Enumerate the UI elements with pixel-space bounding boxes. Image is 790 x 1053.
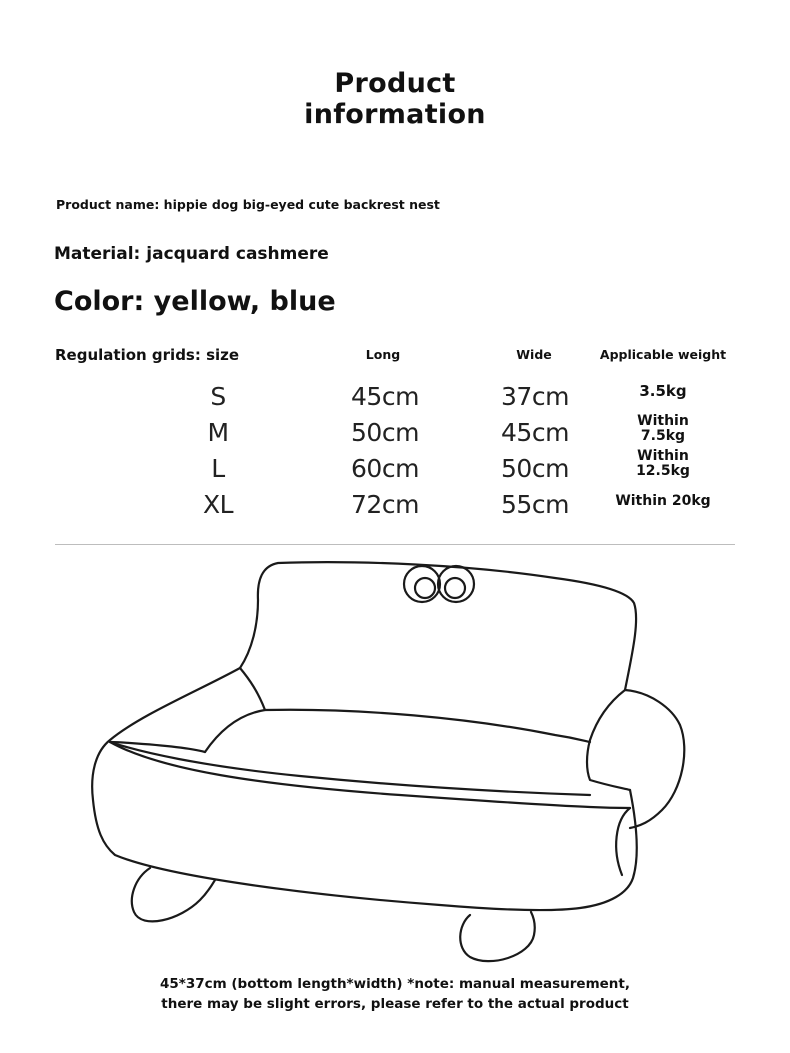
size-cell: S bbox=[210, 382, 226, 411]
seat-cushion bbox=[205, 710, 590, 752]
header-long: Long bbox=[365, 347, 401, 362]
long-cell: 50cm bbox=[351, 418, 419, 447]
page-title bbox=[0, 68, 790, 130]
weight-line-2: 12.5kg bbox=[636, 463, 690, 479]
long-cell: 45cm bbox=[351, 382, 419, 411]
title-line-2: information bbox=[304, 99, 486, 130]
weight-line-1: 3.5kg bbox=[639, 382, 687, 400]
size-cell: XL bbox=[202, 490, 234, 519]
right-eye-inner bbox=[445, 578, 465, 598]
left-eye-inner bbox=[415, 578, 435, 598]
weight-line-1: Within bbox=[637, 448, 689, 464]
header-wide: Wide bbox=[516, 347, 552, 362]
weight-cell bbox=[595, 494, 731, 509]
wide-cell: 45cm bbox=[501, 418, 569, 447]
size-table-label: Regulation grids: size bbox=[55, 346, 240, 364]
long-cell: 72cm bbox=[351, 490, 419, 519]
note-line-2: there may be slight errors, please refer to the actual product bbox=[161, 996, 629, 1012]
size-cell: L bbox=[211, 454, 225, 483]
weight-cell bbox=[595, 449, 731, 479]
divider bbox=[55, 544, 735, 545]
weight-line-1: Within bbox=[637, 413, 689, 429]
weight-cell bbox=[595, 384, 731, 399]
product-name: Product name: hippie dog big-eyed cute backrest nest bbox=[56, 197, 440, 212]
weight-line-2: 7.5kg bbox=[640, 428, 686, 444]
bed-body bbox=[92, 668, 637, 910]
front-left-leg bbox=[132, 868, 215, 921]
title-line-1: Product bbox=[334, 68, 456, 99]
long-cell: 60cm bbox=[351, 454, 419, 483]
material-text: Material: jacquard cashmere bbox=[54, 244, 329, 264]
pet-bed-illustration bbox=[85, 556, 695, 966]
weight-cell bbox=[595, 414, 731, 444]
size-cell: M bbox=[207, 418, 229, 447]
color-text: Color: yellow, blue bbox=[54, 286, 336, 317]
weight-line-1: Within 20kg bbox=[615, 493, 711, 509]
right-eye-outer bbox=[438, 566, 474, 602]
measurement-note bbox=[0, 974, 790, 1014]
wide-cell: 50cm bbox=[501, 454, 569, 483]
header-weight: Applicable weight bbox=[599, 347, 727, 362]
wide-cell: 37cm bbox=[501, 382, 569, 411]
note-line-1: 45*37cm (bottom length*width) *note: manual measurement, bbox=[159, 976, 631, 992]
size-row bbox=[0, 448, 790, 490]
size-row bbox=[0, 490, 790, 526]
wide-cell: 55cm bbox=[501, 490, 569, 519]
front-right-leg bbox=[460, 912, 535, 961]
